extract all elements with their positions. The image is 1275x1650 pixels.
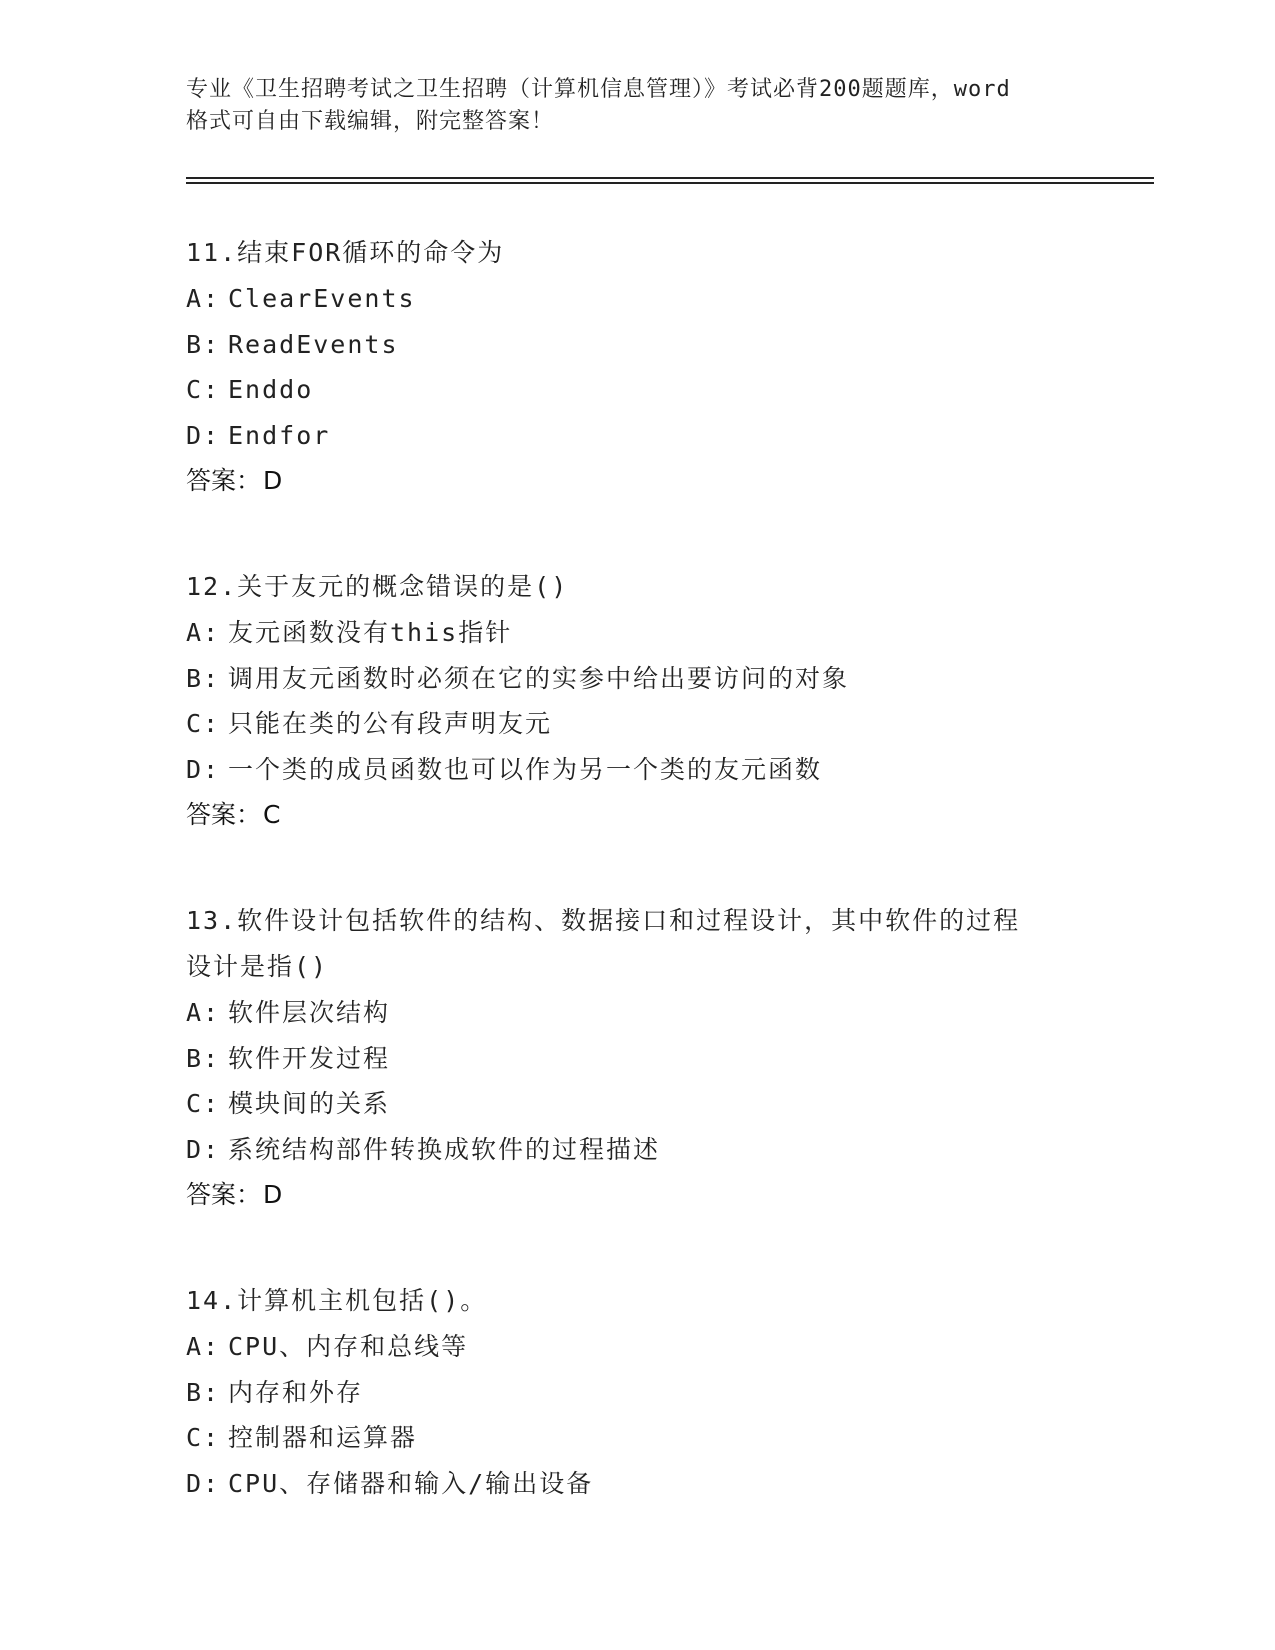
option-text: CPU、存储器和输入/输出设备 <box>228 1468 594 1498</box>
option-text: 模块间的关系 <box>228 1089 391 1118</box>
option-a <box>186 990 1146 1036</box>
option-text: 软件层次结构 <box>228 998 391 1027</box>
option-text: ClearEvents <box>228 284 416 313</box>
option-letter: A: <box>186 284 221 313</box>
question-stem-line: 设计是指() <box>186 952 329 981</box>
header-divider-top <box>186 177 1154 179</box>
option-letter: A: <box>186 618 221 647</box>
option-letter: A: <box>186 1332 221 1361</box>
option-a <box>186 276 1146 322</box>
question-11 <box>186 230 1146 504</box>
header-title-line-2: 格式可自由下载编辑，附完整答案！ <box>186 109 555 134</box>
option-c <box>186 701 1146 747</box>
option-text: 友元函数没有this指针 <box>228 618 513 647</box>
question-stem <box>186 564 1146 610</box>
option-letter: B: <box>186 663 221 693</box>
option-text: 软件开发过程 <box>228 1043 391 1073</box>
question-14 <box>186 1278 1146 1506</box>
option-text: Enddo <box>228 375 314 404</box>
option-text: CPU、内存和总线等 <box>228 1332 469 1361</box>
option-letter: B: <box>186 329 221 359</box>
option-letter: D: <box>186 754 221 784</box>
option-d <box>186 1127 1146 1173</box>
option-letter: B: <box>186 1377 221 1407</box>
answer-label: 答案： <box>186 1180 262 1209</box>
option-text: Endfor <box>228 420 331 450</box>
option-text: 调用友元函数时必须在它的实参中给出要访问的对象 <box>228 663 850 693</box>
option-d <box>186 1461 1146 1507</box>
option-letter: C: <box>186 709 221 738</box>
option-letter: A: <box>186 998 221 1027</box>
question-stem-line: 14.计算机主机包括()。 <box>186 1286 488 1315</box>
answer-value: D <box>263 466 283 495</box>
option-letter: D: <box>186 420 221 450</box>
question-stem-line: 12.关于友元的概念错误的是() <box>186 572 569 601</box>
option-letter: D: <box>186 1468 221 1498</box>
answer-line <box>186 792 1146 838</box>
option-b <box>186 322 1146 368</box>
option-b <box>186 1370 1146 1416</box>
question-stem <box>186 230 1146 276</box>
question-list <box>186 230 1146 1506</box>
option-text: 系统结构部件转换成软件的过程描述 <box>228 1134 661 1164</box>
question-stem <box>186 1278 1146 1324</box>
option-letter: C: <box>186 375 221 404</box>
option-c <box>186 1081 1146 1127</box>
header-divider-bottom <box>186 182 1154 184</box>
option-a <box>186 1324 1146 1370</box>
answer-line <box>186 458 1146 504</box>
option-a <box>186 610 1146 656</box>
option-c <box>186 367 1146 413</box>
option-d <box>186 747 1146 793</box>
answer-line <box>186 1172 1146 1218</box>
answer-label: 答案： <box>186 466 262 495</box>
option-text: ReadEvents <box>228 329 399 359</box>
option-d <box>186 413 1146 459</box>
option-letter: C: <box>186 1089 221 1118</box>
document-header <box>186 74 1086 138</box>
option-text: 一个类的成员函数也可以作为另一个类的友元函数 <box>228 754 823 784</box>
header-title-line-1: 专业《卫生招聘考试之卫生招聘（计算机信息管理）》考试必背200题题库，word <box>186 77 1011 102</box>
answer-label: 答案： <box>186 800 262 829</box>
option-text: 内存和外存 <box>228 1377 364 1407</box>
answer-value: C <box>263 800 281 829</box>
answer-value: D <box>263 1180 283 1209</box>
question-stem-line: 13.软件设计包括软件的结构、数据接口和过程设计，其中软件的过程 <box>186 906 1021 935</box>
question-stem <box>186 898 1146 990</box>
option-c <box>186 1415 1146 1461</box>
question-stem-line: 11.结束FOR循环的命令为 <box>186 238 505 267</box>
option-b <box>186 1036 1146 1082</box>
option-letter: C: <box>186 1423 221 1452</box>
option-letter: D: <box>186 1134 221 1164</box>
option-b <box>186 656 1146 702</box>
option-letter: B: <box>186 1043 221 1073</box>
option-text: 控制器和运算器 <box>228 1423 418 1452</box>
option-text: 只能在类的公有段声明友元 <box>228 709 553 738</box>
question-13 <box>186 898 1146 1218</box>
question-12 <box>186 564 1146 838</box>
